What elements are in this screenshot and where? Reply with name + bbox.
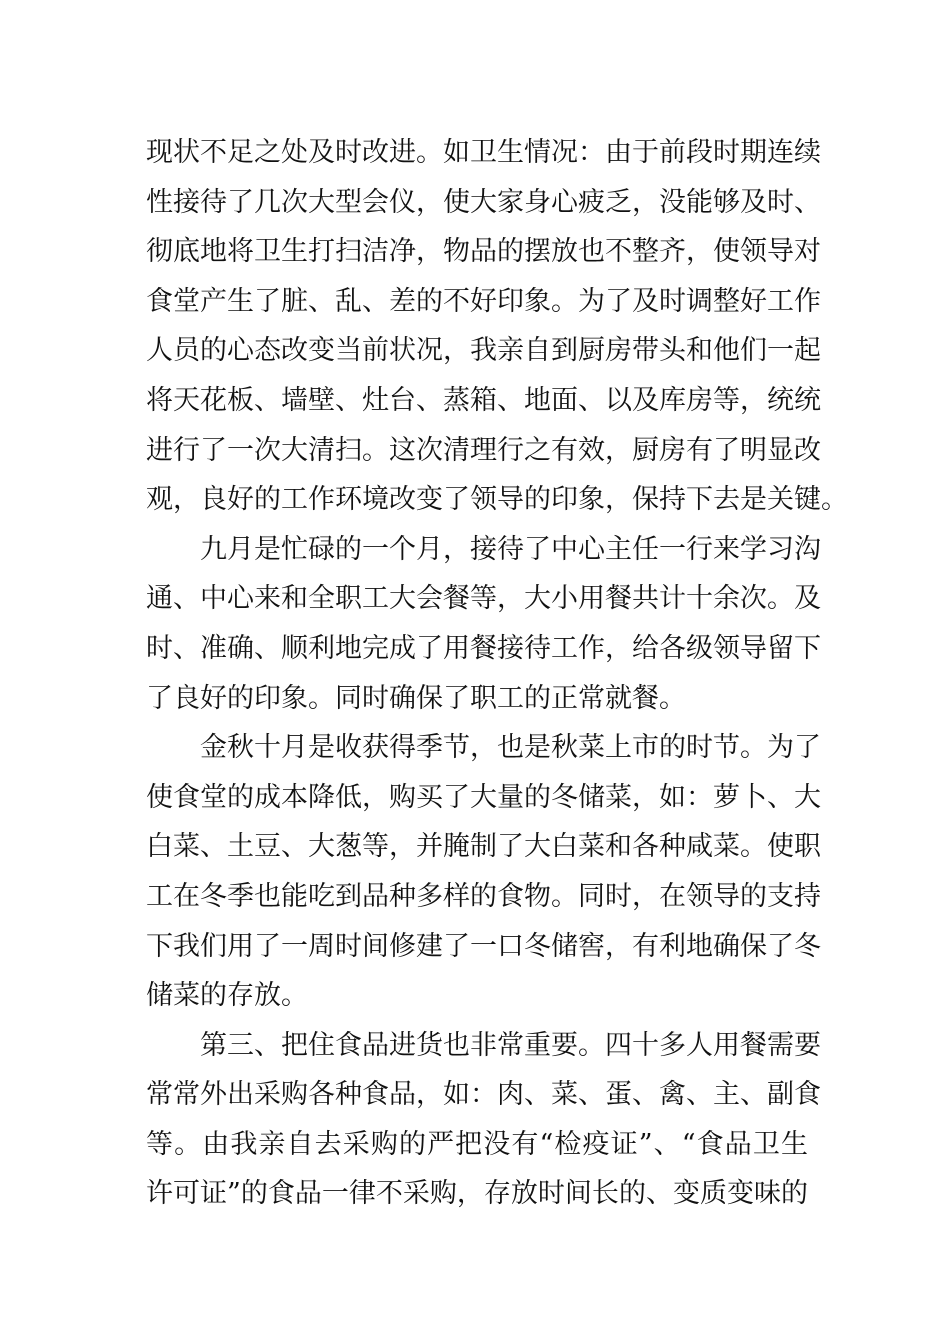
text-line: 了良好的印象。同时确保了职工的正常就餐。	[146, 682, 686, 714]
paragraph	[146, 128, 848, 525]
text-line: 金秋十月是收获得季节，也是秋菜上市的时节。为了	[200, 732, 821, 764]
paragraph	[146, 723, 821, 1021]
text-line: 人员的心态改变当前状况，我亲自到厨房带头和他们一起	[146, 335, 821, 367]
text-line: 食堂产生了脏、乱、差的不好印象。为了及时调整好工作	[146, 285, 821, 317]
text-line: 进行了一次大清扫。这次清理行之有效，厨房有了明显改	[146, 434, 821, 466]
document-body	[146, 128, 848, 1219]
text-line: 常常外出采购各种食品，如：肉、菜、蛋、禽、主、副食	[146, 1079, 821, 1111]
text-line: 现状不足之处及时改进。如卫生情况：由于前段时期连续	[146, 137, 821, 168]
text-line: 将天花板、墙壁、灶台、蒸箱、地面、以及库房等，统统	[146, 384, 821, 416]
text-line: 工在冬季也能吃到品种多样的食物。同时，在领导的支持	[146, 880, 821, 912]
paragraph	[146, 1021, 821, 1219]
text-line: 许可证”的食品一律不采购，存放时间长的、变质变味的	[146, 1178, 808, 1210]
text-line: 储菜的存放。	[146, 980, 308, 1012]
text-line: 通、中心来和全职工大会餐等，大小用餐共计十余次。及	[146, 583, 821, 615]
text-line: 九月是忙碌的一个月，接待了中心主任一行来学习沟	[200, 533, 821, 565]
text-line: 下我们用了一周时间修建了一口冬储窖，有利地确保了冬	[146, 930, 821, 962]
text-line: 观，良好的工作环境改变了领导的印象，保持下去是关键。	[146, 484, 848, 516]
text-line: 等。由我亲自去采购的严把没有“检疫证”、“食品卫生	[146, 1128, 808, 1160]
text-line: 时、准确、顺利地完成了用餐接待工作，给各级领导留下	[146, 632, 821, 664]
text-line: 使食堂的成本降低，购买了大量的冬储菜，如：萝卜、大	[146, 781, 821, 813]
text-line: 彻底地将卫生打扫洁净，物品的摆放也不整齐，使领导对	[146, 236, 821, 268]
text-line: 性接待了几次大型会仪，使大家身心疲乏，没能够及时、	[146, 186, 821, 218]
text-line: 白菜、土豆、大葱等，并腌制了大白菜和各种咸菜。使职	[146, 831, 821, 863]
paragraph	[146, 525, 821, 723]
text-line: 第三、把住食品进货也非常重要。四十多人用餐需要	[200, 1029, 821, 1061]
